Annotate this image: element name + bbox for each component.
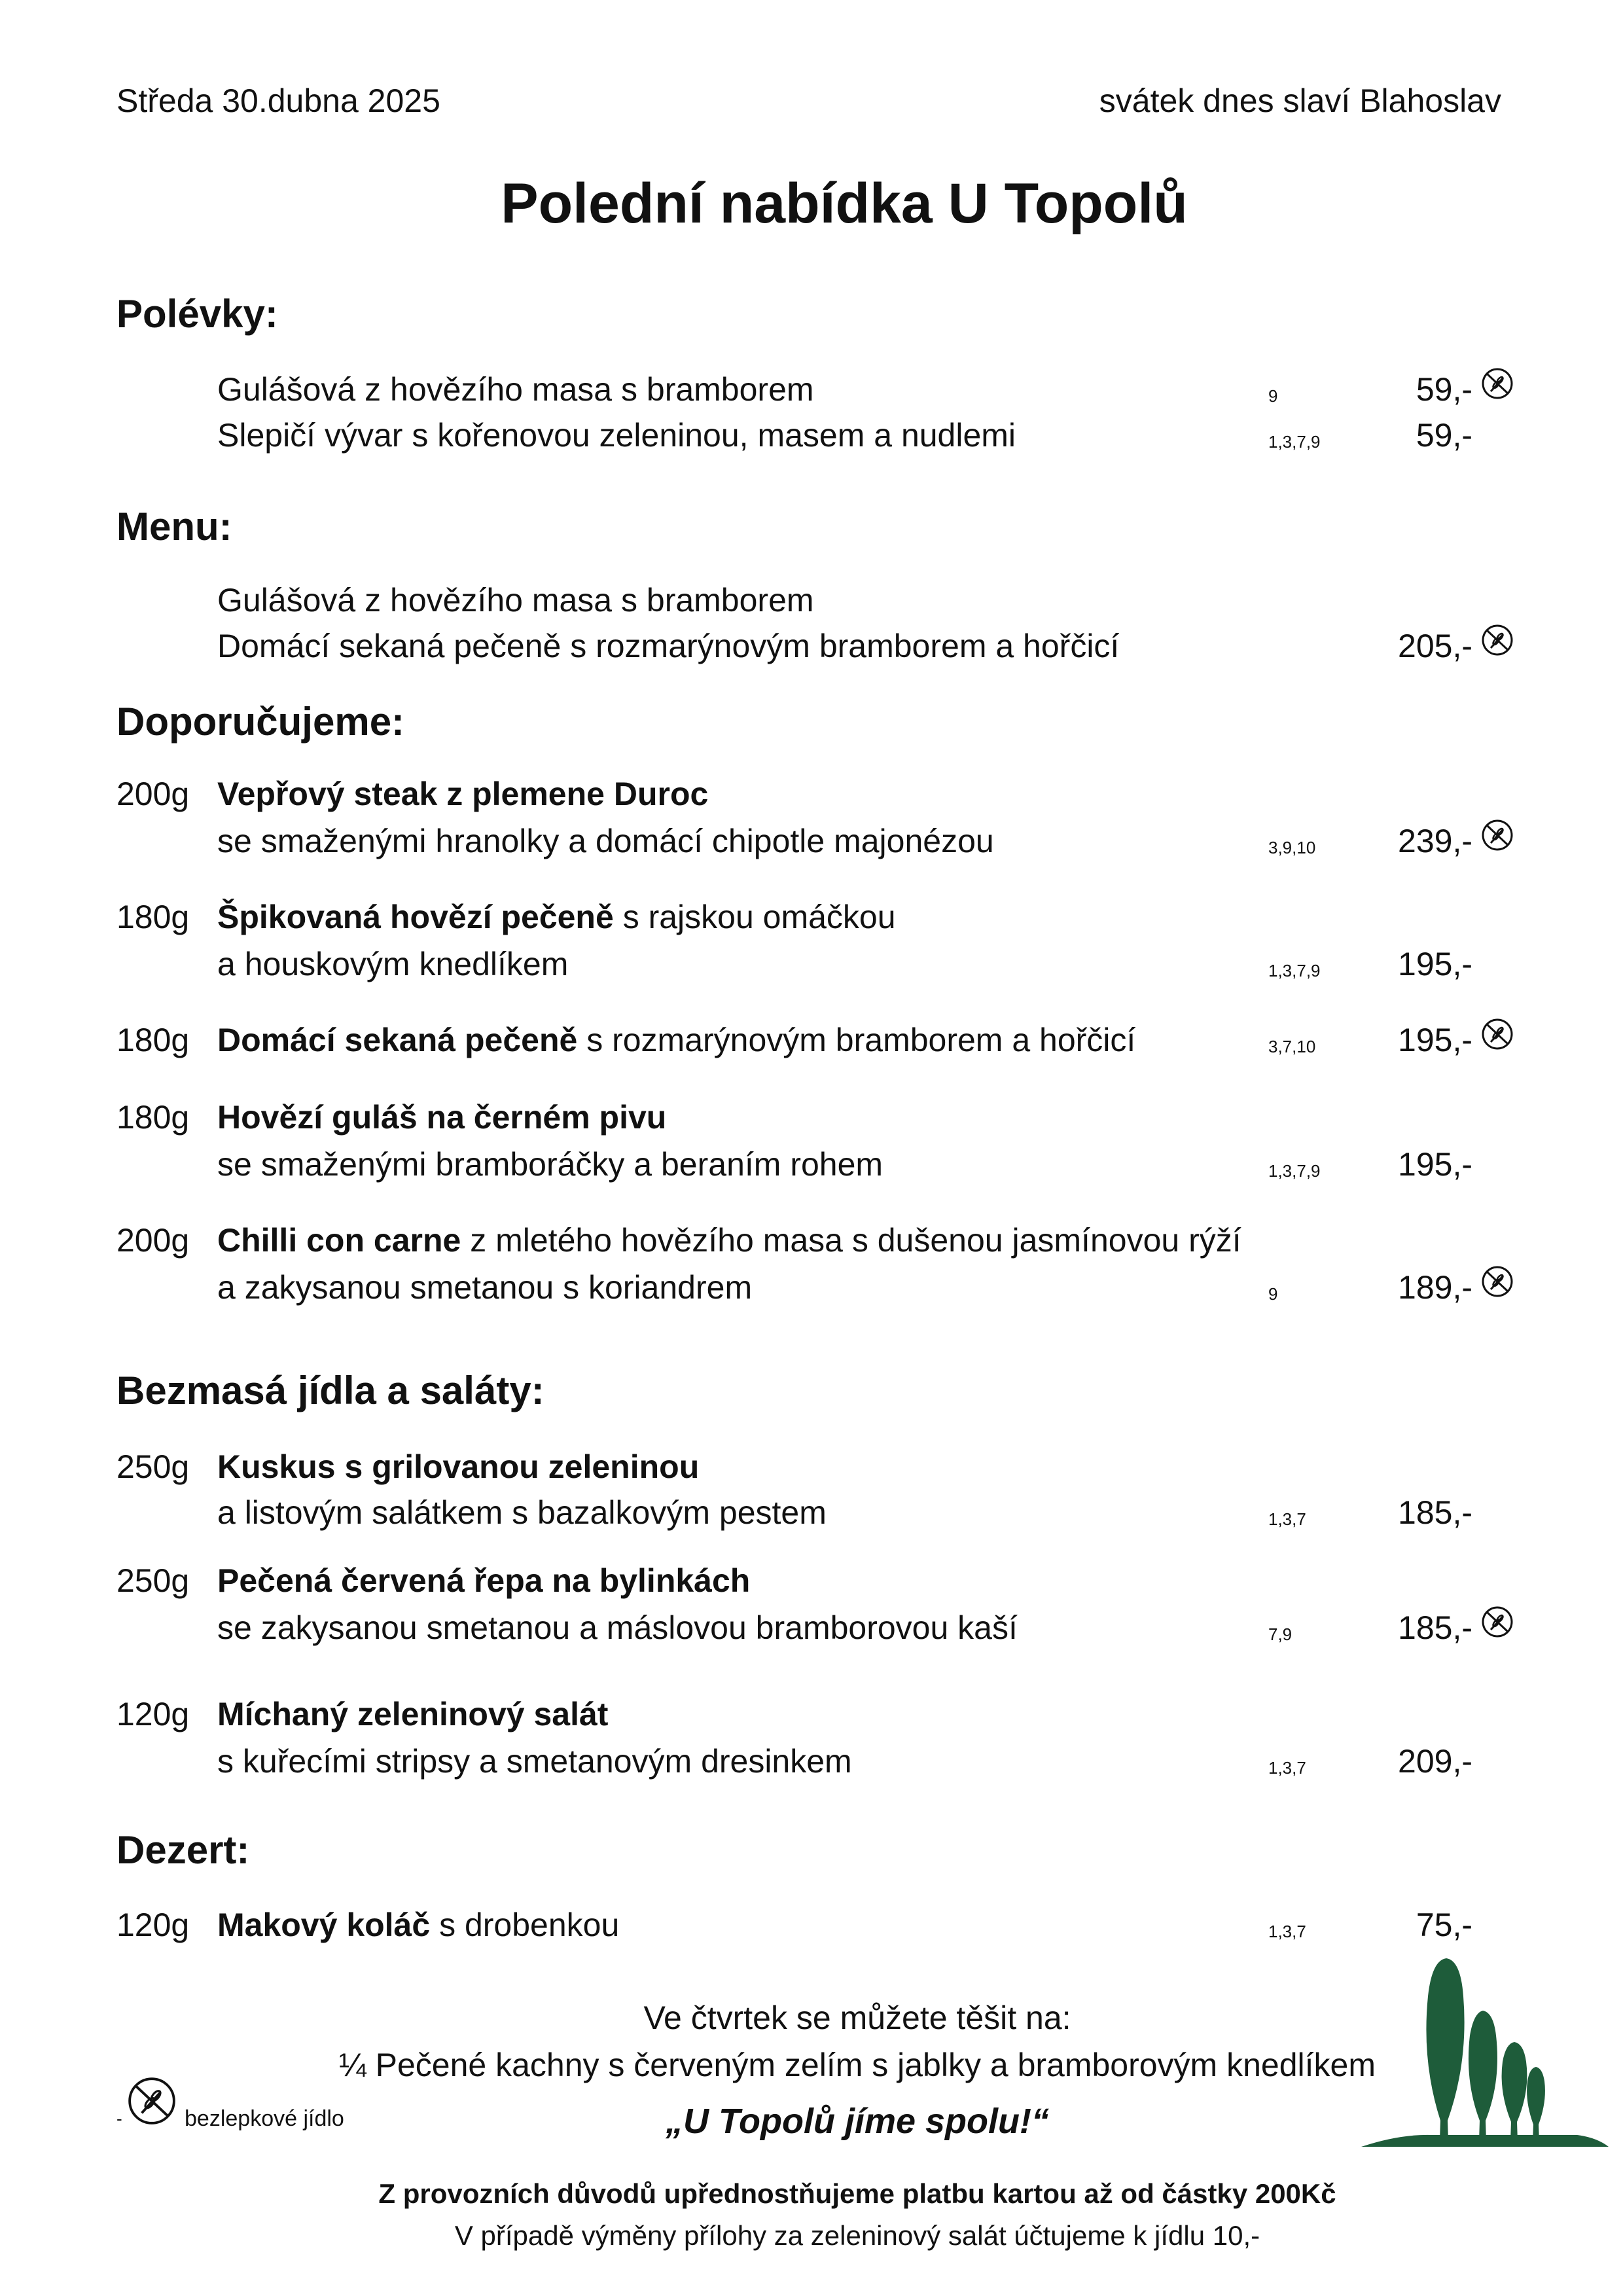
section-menu: Menu: [116,505,232,548]
soup-1-name: Gulášová z hovězího masa s bramborem [217,371,814,408]
meatless-1-price: 185,- [1398,1494,1472,1531]
section-soups: Polévky: [116,292,278,336]
slogan: „U Topolů jíme spolu!“ [666,2102,1049,2141]
date-text: Středa 30.dubna 2025 [116,82,440,119]
soup-2-name: Slepičí vývar s kořenovou zeleninou, masem a nudlemi [217,417,1016,454]
side-note: V případě výměny přílohy za zeleninový salát účtujeme k jídlu 10,- [454,2220,1260,2251]
recommend-3-price: 195,- [1398,1022,1472,1058]
dish-name: Míchaný zeleninový salát [217,1696,609,1732]
menu-line-2: Domácí sekaná pečeně s rozmarýnovým bramborem a hořčicí [217,628,1120,664]
gluten-free-icon [1480,1017,1514,1051]
recommend-5-price: 189,- [1398,1269,1472,1306]
recommend-1-line2: se smaženými hranolky a domácí chipotle majonézou [217,823,994,859]
menu-line-1: Gulášová z hovězího masa s bramborem [217,582,814,619]
dish-desc: z mletého hovězího masa s dušenou jasmínovou rýží [461,1222,1241,1259]
menu-price: 205,- [1398,628,1472,664]
dessert-price: 75,- [1416,1907,1472,1943]
dish-desc: s drobenkou [430,1907,620,1943]
meatless-3-allergens: 1,3,7 [1268,1758,1306,1778]
legend-dash: - [116,2109,122,2128]
dish-name: Vepřový steak z plemene Duroc [217,776,709,812]
meatless-1-allergens: 1,3,7 [1268,1509,1306,1529]
meatless-1-title [217,1448,699,1486]
soup-2-allergens: 1,3,7,9 [1268,432,1321,452]
meatless-3-title [217,1695,608,1733]
dish-desc: s rajskou omáčkou [613,899,896,935]
meatless-2-price: 185,- [1398,1609,1472,1646]
gluten-free-icon [1480,818,1514,852]
recommend-1-title [217,775,708,813]
soup-1-allergens: 9 [1268,386,1278,406]
recommend-4-grams: 180g [116,1099,190,1136]
dish-name: Špikovaná hovězí pečeně [217,899,614,935]
dessert-title [217,1906,619,1944]
dessert-allergens: 1,3,7 [1268,1922,1306,1941]
dish-name: Hovězí guláš na černém pivu [217,1099,667,1136]
dish-name: Kuskus s grilovanou zeleninou [217,1448,700,1485]
recommend-2-allergens: 1,3,7,9 [1268,961,1321,980]
dish-desc: s rozmarýnovým bramborem a hořčicí [577,1022,1136,1058]
dish-name: Domácí sekaná pečeně [217,1022,578,1058]
meatless-2-allergens: 7,9 [1268,1624,1293,1644]
recommend-5-grams: 200g [116,1222,190,1259]
gluten-free-icon [1480,1265,1514,1299]
meatless-1-grams: 250g [116,1448,190,1485]
poplar-trees-logo [1361,1957,1610,2153]
recommend-1-allergens: 3,9,10 [1268,838,1316,857]
dish-name: Chilli con carne [217,1222,461,1259]
recommend-2-grams: 180g [116,899,190,935]
section-dessert: Dezert: [116,1828,250,1872]
recommend-5-line2: a zakysanou smetanou s koriandrem [217,1269,753,1306]
meatless-2-title [217,1562,750,1600]
meatless-1-line2: a listovým salátkem s bazalkovým pestem [217,1494,827,1531]
recommend-1-grams: 200g [116,776,190,812]
recommend-5-title [217,1221,1241,1259]
recommend-3-allergens: 3,7,10 [1268,1037,1316,1056]
soup-1-price: 59,- [1416,371,1472,408]
gluten-free-icon [1480,1605,1514,1639]
recommend-3-grams: 180g [116,1022,190,1058]
nameday-text: svátek dnes slaví Blahoslav [1099,82,1501,119]
recommend-4-price: 195,- [1398,1146,1472,1183]
dish-name: Makový koláč [217,1907,431,1943]
recommend-4-title [217,1098,666,1136]
section-recommend: Doporučujeme: [116,700,405,744]
gluten-free-icon [1480,623,1514,657]
legend-text: bezlepkové jídlo [185,2106,344,2131]
dish-name: Pečená červená řepa na bylinkách [217,1562,751,1599]
meatless-3-line2: s kuřecími stripsy a smetanovým dresinkem [217,1743,852,1780]
recommend-2-line2: a houskovým knedlíkem [217,946,569,982]
meatless-3-price: 209,- [1398,1743,1472,1780]
soup-2-price: 59,- [1416,417,1472,454]
recommend-1-price: 239,- [1398,823,1472,859]
recommend-4-allergens: 1,3,7,9 [1268,1161,1321,1181]
tomorrow-intro: Ve čtvrtek se můžete těšit na: [643,2000,1071,2036]
recommend-3-title [217,1021,1135,1059]
dessert-grams: 120g [116,1907,190,1943]
recommend-2-price: 195,- [1398,946,1472,982]
section-meatless: Bezmasá jídla a saláty: [116,1369,544,1412]
payment-note: Z provozních důvodů upřednostňujeme platbu kartou až od částky 200Kč [378,2178,1336,2209]
tomorrow-dish: ¼ Pečené kachny s červeným zelím s jablky a bramborovým knedlíkem [339,2047,1376,2083]
recommend-5-allergens: 9 [1268,1284,1278,1304]
meatless-3-grams: 120g [116,1696,190,1732]
recommend-2-title [217,898,896,936]
meatless-2-line2: se zakysanou smetanou a máslovou bramborovou kaší [217,1609,1018,1646]
meatless-2-grams: 250g [116,1562,190,1599]
gluten-free-icon [1480,367,1514,401]
page-title: Polední nabídka U Topolů [501,172,1188,235]
recommend-4-line2: se smaženými bramboráčky a beraním rohem [217,1146,883,1183]
